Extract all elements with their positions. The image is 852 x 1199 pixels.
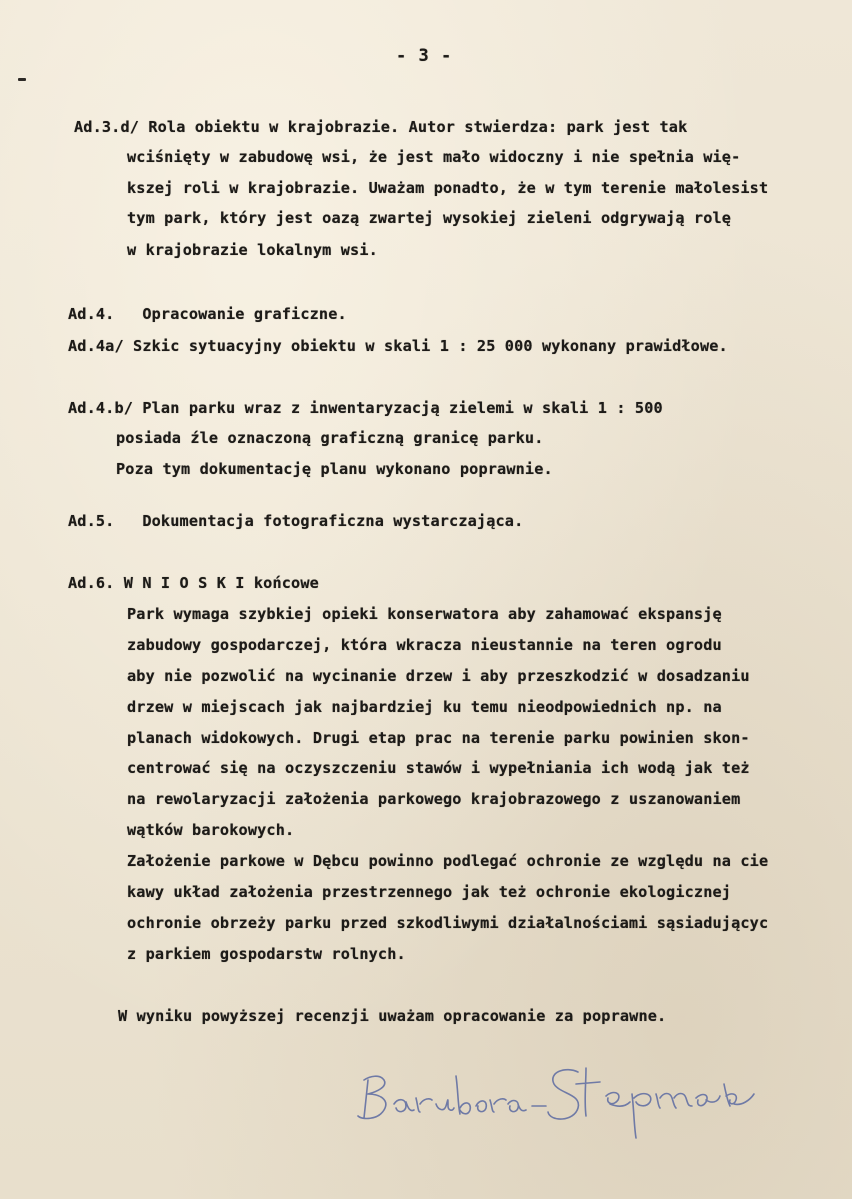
- text-line: ochronie obrzeży parku przed szkodliwymi działalnościami sąsiadującyc: [127, 914, 769, 932]
- text-line: Założenie parkowe w Dębcu powinno podlegać ochronie ze względu na cie: [127, 852, 769, 870]
- handwritten-signature: [350, 1050, 760, 1140]
- margin-mark: [18, 78, 26, 81]
- text-line: kawy układ założenia przestrzennego jak też ochronie ekologicznej: [127, 883, 732, 901]
- page-number: - 3 -: [396, 46, 453, 66]
- text-line: centrować się na oczyszczeniu stawów i wypełniania ich wodą jak też: [127, 759, 750, 777]
- text-line: Ad.3.d/ Rola obiektu w krajobrazie. Autor stwierdza: park jest tak: [74, 118, 688, 136]
- text-line: na rewolaryzacji założenia parkowego krajobrazowego z uszanowaniem: [127, 790, 741, 808]
- text-line: drzew w miejscach jak najbardziej ku temu nieodpowiednich np. na: [127, 698, 722, 716]
- section-heading: Ad.6. W N I O S K I końcowe: [68, 574, 319, 592]
- section-heading: Ad.5. Dokumentacja fotograficzna wystarczająca.: [68, 512, 524, 530]
- text-line: Poza tym dokumentację planu wykonano poprawnie.: [116, 460, 553, 478]
- text-line: wątków barokowych.: [127, 821, 295, 839]
- text-line: kszej roli w krajobrazie. Uważam ponadto, że w tym terenie małolesist: [127, 179, 769, 197]
- text-line: Ad.4a/ Szkic sytuacyjny obiektu w skali 1 : 25 000 wykonany prawidłowe.: [68, 337, 728, 355]
- text-line: posiada źle oznaczoną graficzną granicę parku.: [116, 429, 544, 447]
- text-line: zabudowy gospodarczej, która wkracza nieustannie na teren ogrodu: [127, 636, 722, 654]
- text-line: Ad.4.b/ Plan parku wraz z inwentaryzacją zielemi w skali 1 : 500: [68, 399, 663, 417]
- text-line: Park wymaga szybkiej opieki konserwatora aby zahamować ekspansję: [127, 605, 722, 623]
- text-line: z parkiem gospodarstw rolnych.: [127, 945, 406, 963]
- text-line: aby nie pozwolić na wycinanie drzew i aby przeszkodzić w dosadzaniu: [127, 667, 750, 685]
- text-line: wciśnięty w zabudowę wsi, że jest mało widoczny i nie spełnia wię-: [127, 148, 741, 166]
- text-line: planach widokowych. Drugi etap prac na terenie parku powinien skon-: [127, 729, 750, 747]
- section-heading: Ad.4. Opracowanie graficzne.: [68, 305, 347, 323]
- text-line: tym park, który jest oazą zwartej wysokiej zieleni odgrywają rolę: [127, 209, 732, 227]
- conclusion-line: W wyniku powyższej recenzji uważam opracowanie za poprawne.: [118, 1007, 667, 1025]
- text-line: w krajobrazie lokalnym wsi.: [127, 241, 378, 259]
